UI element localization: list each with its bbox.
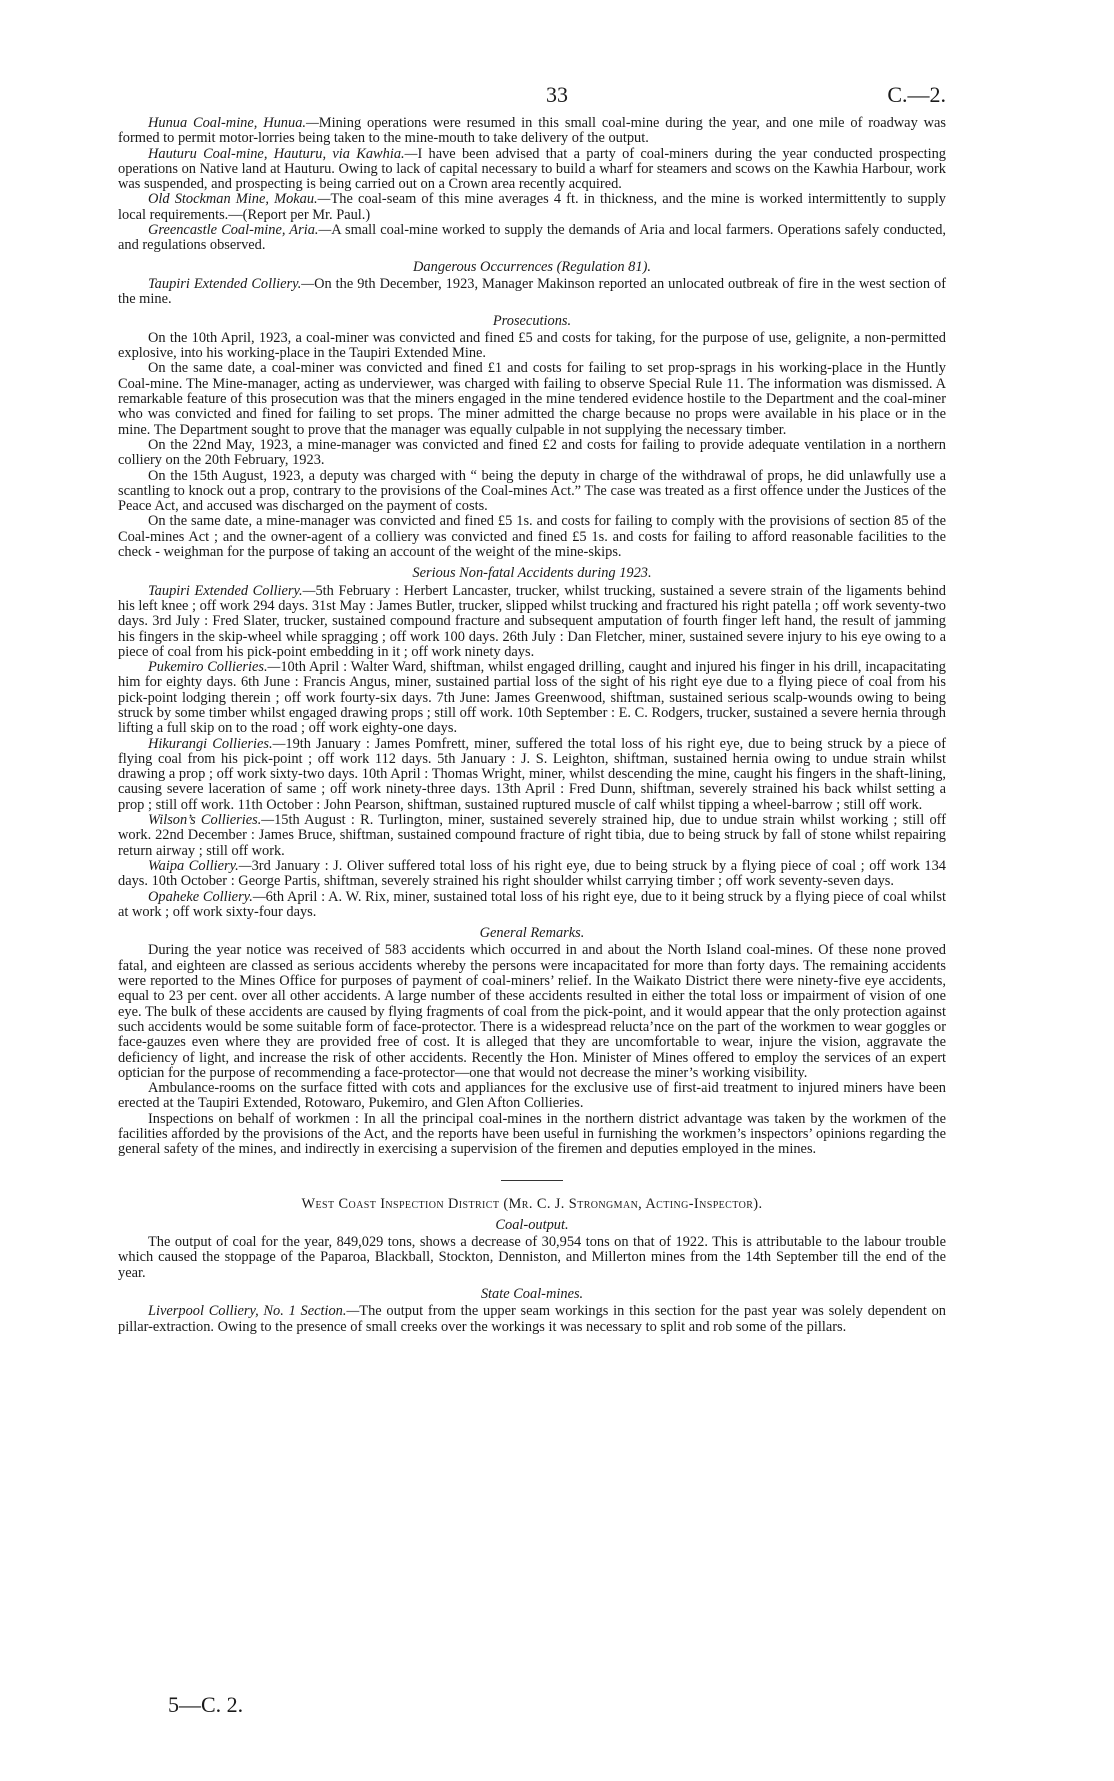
paragraph-greencastle: [118, 223, 946, 254]
heading-dangerous-occurrences: Dangerous Occurrences (Regulation 81).: [413, 258, 651, 275]
footer-signature: 5—C. 2.: [168, 1692, 244, 1717]
paragraph-lead: Hunua Coal-mine, Hunua.—: [148, 115, 319, 131]
paragraph-lead: Greencastle Coal-mine, Aria.—: [148, 222, 332, 239]
paragraph-lead: Opaheke Colliery.—: [148, 888, 266, 905]
paragraph-text: A small coal-mine worked to supply the demands of Aria and local farmers. Operations safely conducted, and regulations observed.: [118, 222, 947, 254]
paragraph-lead: Pukemiro Collieries.—: [148, 659, 281, 676]
paragraph-text: On the 9th December, 1923, Manager Makinson reported an unlocated outbreak of fire in the west section of the mine.: [118, 275, 946, 308]
paragraph-accidents-wilsons: [118, 813, 946, 859]
paragraph-accidents-hikurangi: [118, 737, 946, 813]
paragraph-lead: Old Stockman Mine, Mokau.—: [148, 191, 331, 208]
paragraph-text: 15th August : R. Turlington, miner, sustained severely strained hip, due to undue strain whilst working ; still off work. 22nd December : James Bruce, shiftman, sustained compound fracture of right tibia, due to being struck by fall of stone whilst repairing return airway ; still off work.: [118, 812, 946, 859]
paragraph-lead: Hikurangi Collieries.—: [148, 735, 286, 752]
paragraph-accidents-pukemiro: [118, 660, 946, 736]
paragraph-prosecution: On the 10th April, 1923, a coal-miner was convicted and fined £5 and costs for taking, for the purpose of use, gelignite, a non-permitted explosive, into his working-place in the Taupiri Extended Mine.: [118, 329, 946, 362]
paragraph-liverpool: [118, 1304, 946, 1335]
paragraph-accidents-opaheke: [118, 890, 946, 921]
paragraph-lead: Wilson’s Collieries.—: [148, 812, 275, 829]
paragraph-coal-output: The output of coal for the year, 849,029 tons, shows a decrease of 30,954 tons on that of 1922. This is attributable to the labour trouble which caused the stoppage of the Paparoa, Blackball, Stockton, Denniston, and Millerton mines from the 14th September till the end of the year.: [118, 1234, 946, 1281]
paragraph-general: Inspections on behalf of workmen : In all the principal coal-mines in the northern district advantage was taken by the workmen of the facilities afforded by the provisions of the Act, and the reports have been useful in furnishing the workmen’s inspectors’ opinions regarding the general safety of the mines, and indirectly in exercising a supervision of the firemen and deputies employed in the mines.: [118, 1110, 946, 1158]
paragraph-prosecution: On the same date, a coal-miner was convicted and fined £1 and costs for failing to set prop-sprags in his working-place in the Huntly Coal-mine. The Mine-manager, acting as underviewer, was charged with failing to observe Special Rule 11. The information was dismissed. A remarkable feature of this prosecution was that the miners engaged in the mine tendered evidence hostile to the Department and the coal-miner who was convicted and fined for failing to set props. The miner admitted the charge because no props were available in his place or in the mine. The Department sought to prove that the manager was equally culpable in not supplying the necessary timber.: [118, 360, 946, 438]
heading-coal-output: Coal-output.: [495, 1216, 569, 1233]
paragraph-taupiri-fire: [118, 277, 946, 308]
heading-state-coal-mines: State Coal-mines.: [480, 1286, 584, 1303]
paragraph-prosecution: On the same date, a mine-manager was convicted and fined £5 1s. and costs for failing to comply with the provisions of section 85 of the Coal-mines Act ; and the owner-agent of a colliery was convicted and fined £5 1s. and costs for failing to afford reasonable facilities to the check - weighman for the purpose of taking an account of the weight of the mine-skips.: [118, 513, 946, 561]
heading-general-remarks: General Remarks.: [479, 925, 585, 942]
paragraph-text: Mining operations were resumed in this small coal-mine during the year, and one mile of roadway was formed to permit motor-lorries being taken to the mine-mouth to take delivery of the output.: [118, 115, 946, 147]
heading-serious-accidents: Serious Non-fatal Accidents during 1923.: [412, 565, 652, 582]
paragraph-prosecution: On the 15th August, 1923, a deputy was charged with “ being the deputy in charge of the withdrawal of props, he did unlawfully use a scantling to knock out a prop, contrary to the provisions of the Coal-mines Act.” The case was treated as a first offence under the Justices of the Peace Act, and accused was discharged on the payment of costs.: [118, 467, 946, 515]
paragraph-old-stockman: [118, 192, 946, 223]
paragraph-prosecution: On the 22nd May, 1923, a mine-manager was convicted and fined £2 and costs for failing to provide adequate ventilation in a northern colliery on the 20th February, 1923.: [118, 436, 946, 469]
document-body: [118, 116, 946, 1335]
paragraph-general: Ambulance-rooms on the surface fitted with cots and appliances for the exclusive use of first-aid treatment to injured miners have been erected at the Taupiri Extended, Rotowaro, Pukemiro, and Glen Afton Collieries.: [118, 1080, 946, 1112]
paragraph-text: 10th April : Walter Ward, shiftman, whilst engaged drilling, caught and injured his finger in his drill, incapacitating him for eighty days. 6th June : Francis Angus, miner, sustained partial loss of the sight of his right eye due to a flying piece of coal from his pick-point lodging therein ; off work fourty-six days. 7th June: James Greenwood, shiftman, sustained serious scalp-wounds owing to being struck by some timber whilst engaged drawing props ; still off work. 10th September : E. C. Rodgers, trucker, sustained a severe hernia through lifting a full skip on to the road ; off work eighty-one days.: [118, 659, 947, 737]
paragraph-general: During the year notice was received of 583 accidents which occurred in and about the North Island coal-mines. Of these none proved fatal, and eighteen are classed as serious accidents whereby the persons were incapacitated for more than forty days. The remaining accidents were reported to the Mines Office for purposes of payment of coal-miners’ relief. In the Waikato District there were ninety-five eye accidents, equal to 23 per cent. over all other accidents. A large number of these accidents resulted in either the total loss or impairment of vision of one eye. The bulk of these accidents are caused by flying fragments of coal from the pick-point, and it would appear that the only protection against such accidents would be some suitable form of face-protector. There is a widespread relucta’nce on the part of the workmen to wear goggles or face-gauzes even where they are provided free of cost. It is alleged that they are uncomfortable to wear, injure the vision, aggravate the deficiency of light, and increase the risk of other accidents. Recently the Hon. Minister of Mines offered to employ the services of an expert optician for the purpose of recommending a face-protector—one that would not decrease the miner’s working visibility.: [118, 942, 946, 1081]
paragraph-text: 19th January : James Pomfrett, miner, suffered the total loss of his right eye, due to being struck by a piece of flying coal from his pick-point ; off work 112 days. 5th January : J. S. Leighton, shiftman, sustained hernia owing to undue strain whilst drawing a prop ; off work sixty-two days. 10th April : Thomas Wright, miner, whilst descending the mine, caught his fingers in the shaft-lining, causing severe laceration of same ; off work ninety-three days. 13th April : Fred Dunn, shiftman, severely strained his back whilst setting a prop ; still off work. 11th October : John Pearson, shiftman, sustained ruptured muscle of calf whilst tipping a wheel-barrow ; still off work.: [118, 735, 946, 813]
paragraph-lead: Taupiri Extended Colliery.—: [148, 275, 315, 292]
paragraph-lead: Liverpool Colliery, No. 1 Section.—: [148, 1303, 360, 1320]
paragraph-text: The output from the upper seam workings in this section for the past year was solely dependent on pillar-extraction. Owing to the presence of small creeks over the workings it was necessary to split and rob some of the pillars.: [118, 1303, 946, 1335]
paragraph-text: The coal-seam of this mine averages 4 ft. in thickness, and the mine is worked intermittently to supply local requirements.—(Report per Mr. Paul.): [118, 191, 946, 223]
paragraph-text: 5th February : Herbert Lancaster, trucker, whilst trucking, sustained a severe strain of the ligaments behind his left knee ; off work 294 days. 31st May : James Butler, trucker, slipped whilst trucking and fractured his right patella ; off work seventy-two days. 3rd July : Fred Slater, trucker, sustained compound fracture and subsequent amputation of fourth finger left hand, the result of jamming his fingers in the skip-wheel while spragging ; off work 100 days. 26th July : Dan Fletcher, miner, sustained severe injury to his eye owing to a piece of coal from his pick-point embedding in it ; off work ninety days.: [118, 582, 946, 660]
section-divider: [501, 1180, 563, 1181]
heading-west-coast-district: West Coast Inspection District (Mr. C. J. Strongman, Acting-Inspector).: [301, 1195, 763, 1212]
paragraph-lead: Hauturu Coal-mine, Hauturu, via Kawhia.—: [148, 145, 418, 162]
paragraph-hauturu: [118, 147, 946, 193]
paragraph-lead: Taupiri Extended Colliery.—: [148, 582, 316, 599]
paragraph-text: 3rd January : J. Oliver suffered total loss of his right eye, due to being struck by a flying piece of coal ; off work 134 days. 10th October : George Partis, shiftman, severely strained his right shoulder whilst carrying timber ; off work seventy-seven days.: [118, 857, 946, 890]
paragraph-accidents-waipa: [118, 859, 946, 890]
page-number: 33: [546, 82, 568, 107]
document-reference: C.—2.: [887, 82, 946, 107]
paragraph-lead: Waipa Colliery.—: [148, 857, 252, 874]
paragraph-hunua: [118, 116, 946, 147]
paragraph-text: 6th April : A. W. Rix, miner, sustained total loss of his right eye, due to it being struck by a flying piece of coal whilst at work ; off work sixty-four days.: [118, 888, 946, 920]
paragraph-text: I have been advised that a party of coal-miners during the year conducted prospecting operations on Native land at Hauturu. Owing to lack of capital necessary to build a wharf for steamers and scows on the Kawhia Harbour, work was suspended, and prospecting is being carried out on a Crown area recently acquired.: [118, 145, 946, 193]
paragraph-accidents-taupiri: [118, 584, 946, 660]
heading-prosecutions: Prosecutions.: [492, 312, 572, 329]
